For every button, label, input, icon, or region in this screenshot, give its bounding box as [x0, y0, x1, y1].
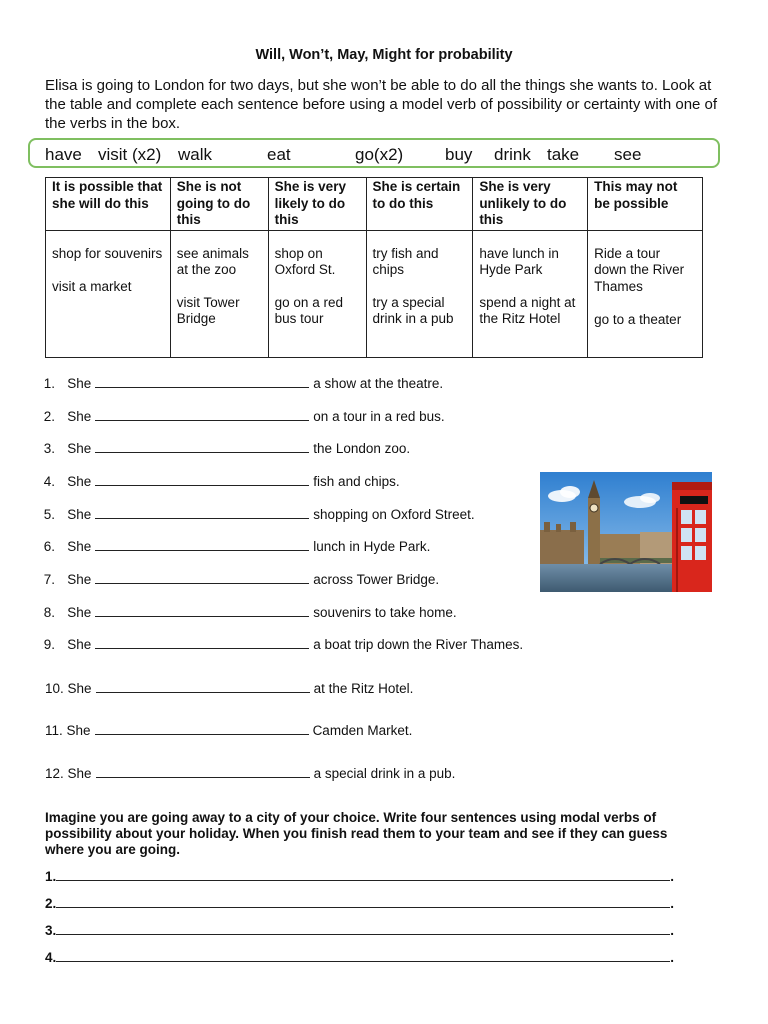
answer-blank[interactable]: [95, 408, 309, 421]
table-row: [46, 230, 703, 357]
sentence-number: 7.: [43, 572, 55, 587]
sentence-row: [24, 375, 443, 391]
sentence-row: [45, 765, 455, 781]
answer-blank[interactable]: [95, 473, 309, 486]
sentence-subject: She: [67, 637, 92, 652]
activity-text: Ride a tour down the River Thames: [594, 245, 685, 294]
sentence-number: 9.: [43, 637, 55, 652]
answer-blank[interactable]: [95, 636, 309, 649]
word-see: see: [614, 145, 642, 164]
sentence-row: [24, 571, 439, 587]
word-drink: drink: [494, 145, 531, 164]
activity-text: try a special drink in a pub: [372, 294, 454, 326]
table-cell: [170, 230, 268, 357]
answer-blank[interactable]: [95, 375, 309, 388]
word-go: go(x2): [355, 145, 404, 164]
table-header: This may not be possible: [588, 178, 703, 231]
activity-text: visit Tower Bridge: [176, 294, 240, 326]
activity-text: see animals at the zoo: [176, 245, 249, 277]
answer-blank[interactable]: [95, 538, 309, 551]
intro-paragraph: Elisa is going to London for two days, but she won’t be able to do all the things she wants to. Look at the table and complete each sentence before using a model verb of possibility or certainty with one of the verbs in the box.: [45, 77, 718, 132]
writing-line[interactable]: 1. .: [45, 869, 675, 884]
writing-line-rule[interactable]: [56, 896, 670, 908]
table-cell: [588, 230, 703, 357]
word-walk: walk: [178, 145, 213, 164]
table-header: She is not going to do this: [170, 178, 268, 231]
sentence-subject: She: [67, 376, 92, 391]
sentence-subject: She: [67, 572, 92, 587]
writing-line-rule[interactable]: [56, 869, 670, 881]
activity-text: spend a night at the Ritz Hotel: [479, 294, 576, 326]
sentence-subject: She: [67, 539, 92, 554]
sentence-row: [24, 506, 475, 522]
sentence-end: on a tour in a red bus.: [313, 409, 445, 424]
activity-text: shop for souvenirs: [52, 245, 163, 261]
table-header: She is certain to do this: [366, 178, 473, 231]
sentence-subject: She: [67, 507, 92, 522]
probability-table: [45, 177, 703, 358]
activity-text: have lunch in Hyde Park: [479, 245, 559, 277]
answer-blank[interactable]: [95, 571, 309, 584]
table-cell: [46, 230, 171, 357]
worksheet-title: Will, Won’t, May, Might for probability: [255, 47, 513, 63]
sentence-number: 10.: [45, 681, 64, 696]
sentence-number: 12.: [45, 766, 64, 781]
sentence-row: [24, 636, 523, 652]
sentence-number: 8.: [43, 605, 55, 620]
sentence-end: Camden Market.: [312, 723, 413, 738]
sentence-subject: She: [67, 474, 92, 489]
sentence-row: [45, 722, 412, 738]
table-cell: [268, 230, 366, 357]
sentence-number: 4.: [43, 474, 55, 489]
sentence-row: [24, 538, 430, 554]
sentence-end: fish and chips.: [313, 474, 400, 489]
writing-line-number: 3.: [45, 923, 57, 938]
sentence-end: a special drink in a pub.: [313, 766, 456, 781]
sentence-end: souvenirs to take home.: [313, 605, 457, 620]
sentence-end: lunch in Hyde Park.: [313, 539, 431, 554]
sentence-subject: She: [67, 605, 92, 620]
table-header-row: [46, 178, 703, 231]
answer-blank[interactable]: [95, 604, 309, 617]
answer-blank[interactable]: [95, 440, 309, 453]
sentence-row: [45, 680, 413, 696]
sentence-subject: She: [67, 441, 92, 456]
writing-line[interactable]: 3. .: [45, 923, 675, 938]
sentence-number: 3.: [43, 441, 55, 456]
sentence-number: 5.: [43, 507, 55, 522]
sentence-subject: She: [67, 766, 92, 781]
writing-line-rule[interactable]: [56, 923, 670, 935]
answer-blank[interactable]: [96, 680, 310, 693]
sentence-end: a boat trip down the River Thames.: [313, 637, 524, 652]
activity-text: go on a red bus tour: [274, 294, 343, 326]
sentence-end: the London zoo.: [313, 441, 411, 456]
writing-line-rule[interactable]: [56, 950, 670, 962]
word-take: take: [547, 145, 580, 164]
sentence-row: [24, 440, 410, 456]
writing-line-number: 4.: [45, 950, 57, 965]
activity-text: visit a market: [52, 278, 132, 294]
table-cell: [473, 230, 588, 357]
sentence-subject: She: [67, 409, 92, 424]
activity-text: try fish and chips: [372, 245, 439, 277]
sentence-number: 1.: [43, 376, 55, 391]
activity-text: shop on Oxford St.: [274, 245, 336, 277]
writing-line-number: 1.: [45, 869, 57, 884]
writing-line-number: 2.: [45, 896, 57, 911]
table-header: She is very likely to do this: [268, 178, 366, 231]
writing-line[interactable]: 4. .: [45, 950, 675, 965]
sentence-end: a show at the theatre.: [313, 376, 444, 391]
word-buy: buy: [445, 145, 473, 164]
sentence-end: shopping on Oxford Street.: [313, 507, 475, 522]
word-visit: visit (x2): [98, 145, 162, 164]
answer-blank[interactable]: [95, 722, 309, 735]
word-have: have: [45, 145, 82, 164]
answer-blank[interactable]: [96, 765, 310, 778]
sentence-number: 11.: [45, 723, 63, 738]
sentence-end: across Tower Bridge.: [313, 572, 440, 587]
verb-word-box: [28, 138, 720, 168]
london-big-ben-phone-box-photo: [540, 472, 712, 592]
sentence-row: [24, 408, 445, 424]
table-header: She is very unlikely to do this: [473, 178, 588, 231]
answer-blank[interactable]: [95, 506, 309, 519]
sentence-subject: She: [66, 723, 91, 738]
sentence-number: 2.: [43, 409, 55, 424]
sentence-number: 6.: [43, 539, 55, 554]
sentence-end: at the Ritz Hotel.: [313, 681, 414, 696]
word-eat: eat: [267, 145, 291, 164]
sentence-subject: She: [67, 681, 92, 696]
writing-task-instructions: Imagine you are going away to a city of your choice. Write four sentences using modal verbs of possibility about your holiday. When you finish read them to your team and see if they can guess where you are going.: [45, 810, 668, 857]
writing-line[interactable]: 2. .: [45, 896, 675, 911]
sentence-row: [24, 604, 457, 620]
table-header: It is possible that she will do this: [46, 178, 171, 231]
sentence-row: [24, 473, 400, 489]
activity-text: go to a theater: [594, 311, 682, 327]
table-cell: [366, 230, 473, 357]
